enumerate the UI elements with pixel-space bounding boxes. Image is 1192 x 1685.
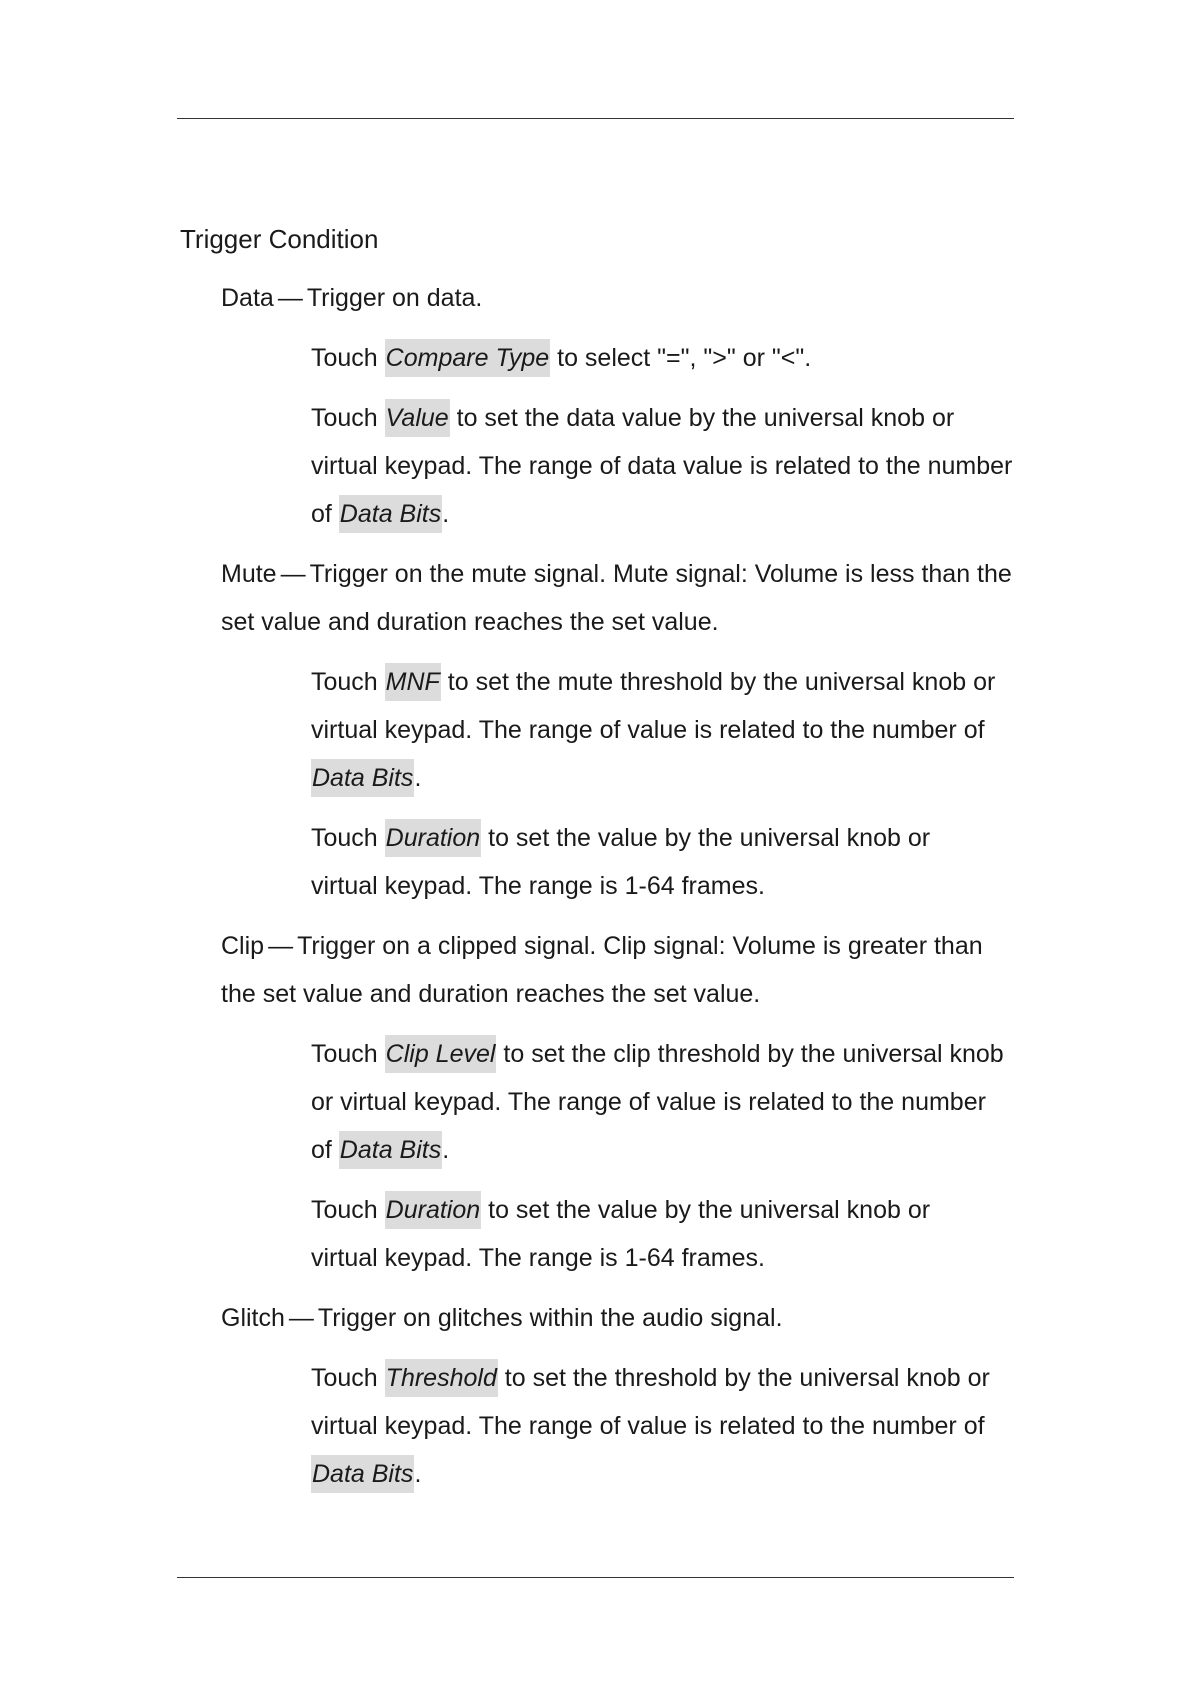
- text: Touch: [311, 824, 385, 852]
- glitch-desc: Trigger on glitches within the audio signal.: [317, 1304, 783, 1332]
- data-bits-key: Data Bits: [311, 1455, 414, 1493]
- clip-p1-line3: [311, 1133, 449, 1167]
- term-glitch: Glitch: [221, 1304, 285, 1332]
- mute-p1-line2: virtual keypad. The range of value is related to the number of: [311, 716, 985, 744]
- glitch-p1-line2: virtual keypad. The range of value is related to the number of: [311, 1412, 985, 1440]
- text: Touch: [311, 1040, 385, 1068]
- text: to set the value by the universal knob or: [481, 824, 931, 852]
- threshold-key: Threshold: [385, 1359, 498, 1397]
- text: to set the clip threshold by the universal knob: [496, 1040, 1004, 1068]
- text: Touch: [311, 404, 385, 432]
- text: to set the threshold by the universal knob or: [497, 1364, 990, 1392]
- clip-p1-line1: [311, 1037, 1004, 1071]
- section-heading: Trigger Condition: [180, 224, 379, 254]
- mute-desc-line2: set value and duration reaches the set value.: [221, 608, 719, 636]
- dash: —: [288, 1304, 314, 1332]
- text: of: [311, 500, 339, 528]
- text: to set the data value by the universal knob or: [449, 404, 955, 432]
- data-term-line: [221, 281, 482, 315]
- text: to select "=", ">" or "<".: [550, 344, 812, 372]
- glitch-p1-line1: [311, 1361, 990, 1395]
- mute-p2-line1: [311, 821, 930, 855]
- data-bits-key: Data Bits: [339, 495, 442, 533]
- text: of: [311, 1136, 339, 1164]
- mnf-key: MNF: [385, 663, 441, 701]
- text: .: [442, 1136, 450, 1164]
- dash: —: [268, 932, 294, 960]
- glitch-p1-line3: [311, 1457, 421, 1491]
- mute-p1-line1: [311, 665, 995, 699]
- mute-desc1: Trigger on the mute signal. Mute signal: Volume is less than the: [309, 560, 1012, 588]
- clip-desc-line2: the set value and duration reaches the set value.: [221, 980, 761, 1008]
- mute-p1-line3: [311, 761, 421, 795]
- clip-p2-line1: [311, 1193, 930, 1227]
- data-bits-key: Data Bits: [339, 1131, 442, 1169]
- text: to set the value by the universal knob or: [481, 1196, 931, 1224]
- header-rule: [177, 118, 1014, 119]
- data-p2-line1: [311, 401, 954, 435]
- data-desc: Trigger on data.: [306, 284, 483, 312]
- dash: —: [280, 560, 306, 588]
- value-key: Value: [385, 399, 450, 437]
- mute-term-line: [221, 557, 1012, 591]
- text: Touch: [311, 1196, 385, 1224]
- clip-p2-line2: virtual keypad. The range is 1-64 frames.: [311, 1244, 765, 1272]
- text: to set the mute threshold by the universal knob or: [440, 668, 996, 696]
- data-p2-line3: [311, 497, 449, 531]
- clip-p1-line2: or virtual keypad. The range of value is related to the number: [311, 1088, 986, 1116]
- data-p2-line2: virtual keypad. The range of data value is related to the number: [311, 452, 1013, 480]
- duration-key: Duration: [385, 1191, 482, 1229]
- text: .: [442, 500, 450, 528]
- data-bits-key: Data Bits: [311, 759, 414, 797]
- clip-desc1: Trigger on a clipped signal. Clip signal: Volume is greater than: [297, 932, 983, 960]
- term-mute: Mute: [221, 560, 277, 588]
- dash: —: [277, 284, 303, 312]
- text: Touch: [311, 1364, 385, 1392]
- glitch-term-line: [221, 1301, 783, 1335]
- compare-type-key: Compare Type: [385, 339, 551, 377]
- text: Touch: [311, 344, 385, 372]
- data-p1-line1: [311, 341, 811, 375]
- footer-rule: [177, 1577, 1014, 1578]
- clip-term-line: [221, 929, 983, 963]
- mute-p2-line2: virtual keypad. The range is 1-64 frames.: [311, 872, 765, 900]
- text: .: [414, 764, 422, 792]
- term-data: Data: [221, 284, 274, 312]
- text: Touch: [311, 668, 385, 696]
- clip-level-key: Clip Level: [385, 1035, 497, 1073]
- text: .: [414, 1460, 422, 1488]
- term-clip: Clip: [221, 932, 265, 960]
- duration-key: Duration: [385, 819, 482, 857]
